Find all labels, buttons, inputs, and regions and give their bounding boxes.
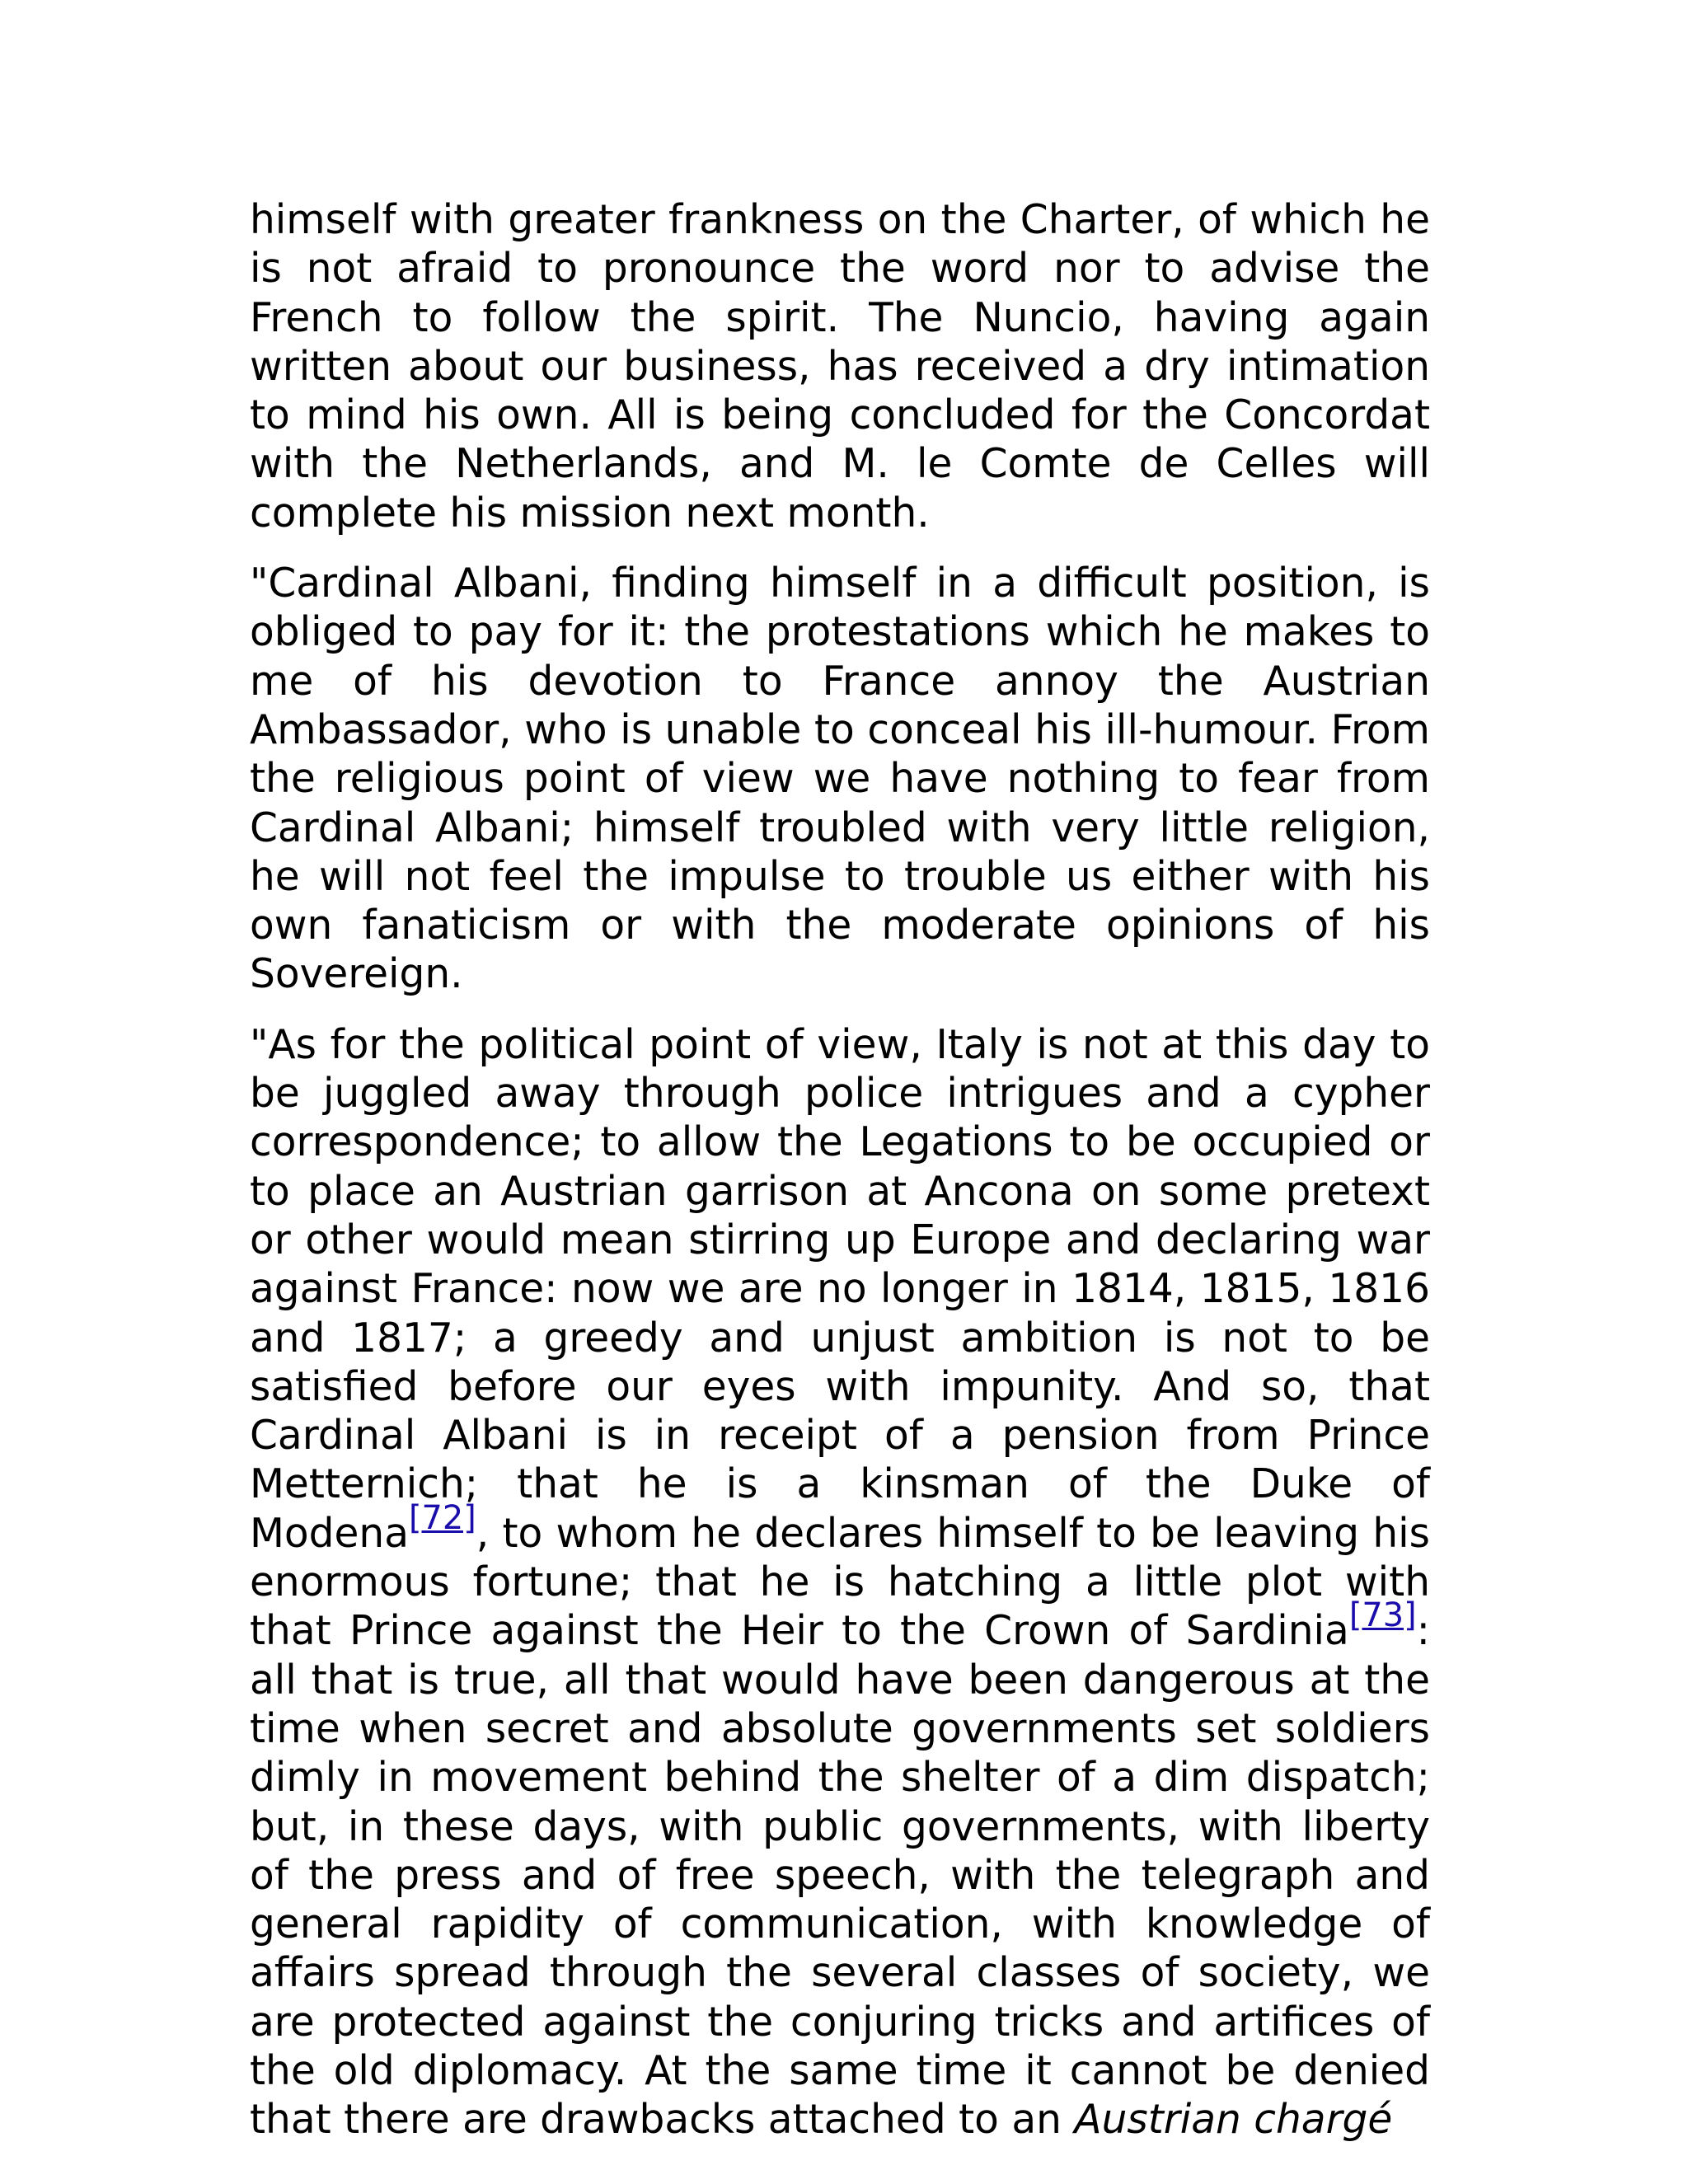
paragraph-text: "Cardinal Albani, finding himself in a difficult position, is obliged to pay for it: the protestations which he makes to me of his devotion to France annoy the Austrian Ambassador, who is unable to conceal his ill-humour. From the religious point of view we have nothing to fear from Cardinal Albani; himself troubled with very little religion, he will not feel the impulse to trouble us either with his own fanaticism or with the moderate opinions of his Sovereign. (250, 560, 1430, 998)
footnote-ref (1349, 1596, 1417, 1634)
paragraph-text: , to whom he declares himself to be leaving his enormous fortune; that he is hatching a little plot with that Prince against the Heir to the Crown of Sardinia (250, 1510, 1430, 1655)
paragraph-text: himself with greater frankness on the Charter, of which he is not afraid to pronounce the word nor to advise the French to follow the spirit. The Nuncio, having again written about our business, has received a dry intimation to mind his own. All is being concluded for the Concordat with the Netherlands, and M. le Comte de Celles will complete his mission next month. (250, 197, 1430, 537)
paragraph (250, 1021, 1430, 2145)
paragraph-text: : all that is true, all that would have been dangerous at the time when secret and absolute governments set soldiers dimly in movement behind the shelter of a dim dispatch; but, in these days, with public governments, with liberty of the press and of free speech, with the telegraph and general rapidity of communication, with knowledge of affairs spread through the several classes of society, we are protected against the conjuring tricks and artifices of the old diplomacy. At the same time it cannot be denied that there are drawbacks attached to an (250, 1608, 1430, 2144)
paragraph (250, 196, 1430, 538)
footnote-ref (409, 1499, 476, 1537)
paragraph (250, 560, 1430, 1000)
document-page (250, 196, 1430, 2167)
footnote-link-72[interactable]: [72] (408, 1498, 476, 1537)
footnote-link-73[interactable]: [73] (1348, 1596, 1417, 1635)
paragraph-text: "As for the political point of view, Italy is not at this day to be juggled away through police intrigues and a cypher correspondence; to allow the Legations to be occupied or to place an Austrian garrison at Ancona on some pretext or other would mean stirring up Europe and declaring war against France: now we are no longer in 1814, 1815, 1816 and 1817; a greedy and unjust ambition is not to be satisfied before our eyes with impunity. And so, that Cardinal Albani is in receipt of a pension from Prince Metternich; that he is a kinsman of the Duke of Modena (250, 1021, 1430, 1557)
italic-phrase: Austrian chargé (1074, 2097, 1393, 2144)
